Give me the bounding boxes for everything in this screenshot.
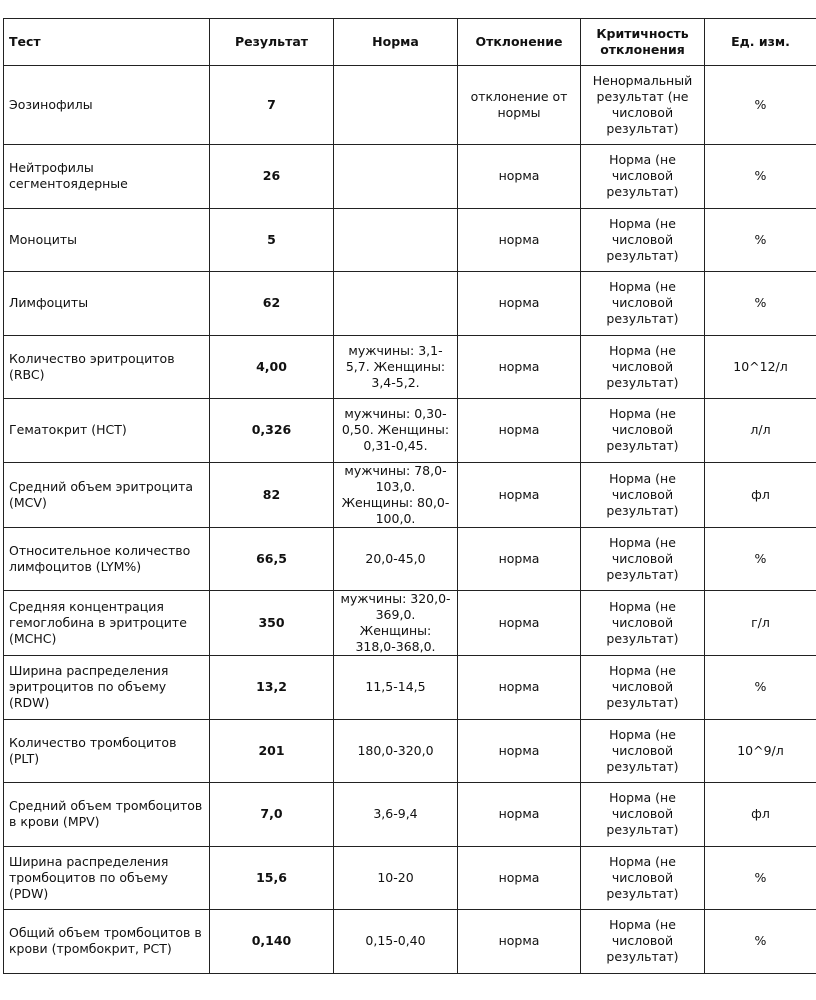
cell-test: Количество тромбоцитов (PLT) bbox=[4, 719, 210, 783]
cell-norm: 20,0-45,0 bbox=[334, 527, 458, 591]
table-row bbox=[4, 399, 816, 463]
cell-deviation: норма bbox=[458, 335, 581, 399]
cell-result: 4,00 bbox=[210, 335, 334, 399]
cell-test: Гематокрит (HCT) bbox=[4, 399, 210, 463]
cell-result: 82 bbox=[210, 462, 334, 527]
cell-norm: 10-20 bbox=[334, 846, 458, 910]
cell-norm bbox=[334, 145, 458, 209]
cell-deviation: норма bbox=[458, 272, 581, 336]
cell-test: Ширина распределения эритроцитов по объему (RDW) bbox=[4, 656, 210, 720]
cell-criticality: Норма (не числовой результат) bbox=[581, 462, 705, 527]
cell-test: Лимфоциты bbox=[4, 272, 210, 336]
cell-unit: % bbox=[705, 66, 816, 145]
cell-result: 66,5 bbox=[210, 527, 334, 591]
cell-test: Моноциты bbox=[4, 208, 210, 272]
table-row bbox=[4, 783, 816, 847]
cell-deviation: норма bbox=[458, 399, 581, 463]
cell-deviation: норма bbox=[458, 910, 581, 974]
cell-deviation: норма bbox=[458, 656, 581, 720]
header-deviation: Отклонение bbox=[458, 19, 581, 66]
header-unit: Ед. изм. bbox=[705, 19, 816, 66]
cell-unit: 10^9/л bbox=[705, 719, 816, 783]
cell-result: 13,2 bbox=[210, 656, 334, 720]
header-criticality: Критичность отклонения bbox=[581, 19, 705, 66]
header-result: Результат bbox=[210, 19, 334, 66]
cell-norm bbox=[334, 208, 458, 272]
cell-criticality: Норма (не числовой результат) bbox=[581, 910, 705, 974]
cell-deviation: норма bbox=[458, 591, 581, 656]
cell-test: Нейтрофилы сегментоядерные bbox=[4, 145, 210, 209]
cell-norm bbox=[334, 272, 458, 336]
cell-result: 15,6 bbox=[210, 846, 334, 910]
cell-norm: мужчины: 320,0-369,0. Женщины: 318,0-368,0. bbox=[334, 591, 458, 656]
cell-unit: % bbox=[705, 145, 816, 209]
cell-criticality: Норма (не числовой результат) bbox=[581, 846, 705, 910]
cell-criticality: Норма (не числовой результат) bbox=[581, 208, 705, 272]
table-row bbox=[4, 719, 816, 783]
cell-unit: % bbox=[705, 846, 816, 910]
cell-result: 0,140 bbox=[210, 910, 334, 974]
cell-criticality: Норма (не числовой результат) bbox=[581, 145, 705, 209]
table-row bbox=[4, 66, 816, 145]
cell-unit: л/л bbox=[705, 399, 816, 463]
cell-criticality: Норма (не числовой результат) bbox=[581, 656, 705, 720]
cell-test: Средний объем эритроцита (MCV) bbox=[4, 462, 210, 527]
table-row bbox=[4, 591, 816, 656]
table-header-row bbox=[4, 19, 816, 66]
header-test: Тест bbox=[4, 19, 210, 66]
table-row bbox=[4, 656, 816, 720]
lab-results-table bbox=[3, 18, 816, 974]
cell-unit: фл bbox=[705, 783, 816, 847]
cell-deviation: норма bbox=[458, 208, 581, 272]
cell-unit: 10^12/л bbox=[705, 335, 816, 399]
cell-criticality: Норма (не числовой результат) bbox=[581, 591, 705, 656]
cell-deviation: норма bbox=[458, 783, 581, 847]
cell-norm: 3,6-9,4 bbox=[334, 783, 458, 847]
cell-unit: % bbox=[705, 910, 816, 974]
cell-test: Средний объем тромбоцитов в крови (MPV) bbox=[4, 783, 210, 847]
cell-test: Ширина распределения тромбоцитов по объему (PDW) bbox=[4, 846, 210, 910]
table-row bbox=[4, 846, 816, 910]
table-row bbox=[4, 527, 816, 591]
cell-criticality: Норма (не числовой результат) bbox=[581, 335, 705, 399]
cell-unit: % bbox=[705, 208, 816, 272]
cell-criticality: Норма (не числовой результат) bbox=[581, 719, 705, 783]
cell-test: Количество эритроцитов (RBC) bbox=[4, 335, 210, 399]
cell-criticality: Ненормальный результат (не числовой результат) bbox=[581, 66, 705, 145]
cell-norm: мужчины: 78,0-103,0. Женщины: 80,0-100,0. bbox=[334, 462, 458, 527]
cell-norm: 0,15-0,40 bbox=[334, 910, 458, 974]
cell-unit: % bbox=[705, 272, 816, 336]
cell-result: 0,326 bbox=[210, 399, 334, 463]
cell-test: Средняя концентрация гемоглобина в эритроците (MCHC) bbox=[4, 591, 210, 656]
cell-norm: мужчины: 0,30-0,50. Женщины: 0,31-0,45. bbox=[334, 399, 458, 463]
cell-deviation: норма bbox=[458, 846, 581, 910]
cell-result: 350 bbox=[210, 591, 334, 656]
table-row bbox=[4, 208, 816, 272]
cell-norm bbox=[334, 66, 458, 145]
cell-norm: 180,0-320,0 bbox=[334, 719, 458, 783]
table-row bbox=[4, 910, 816, 974]
cell-unit: г/л bbox=[705, 591, 816, 656]
cell-norm: мужчины: 3,1-5,7. Женщины: 3,4-5,2. bbox=[334, 335, 458, 399]
cell-test: Эозинофилы bbox=[4, 66, 210, 145]
cell-result: 7,0 bbox=[210, 783, 334, 847]
cell-criticality: Норма (не числовой результат) bbox=[581, 527, 705, 591]
cell-deviation: норма bbox=[458, 145, 581, 209]
table-row bbox=[4, 145, 816, 209]
cell-result: 26 bbox=[210, 145, 334, 209]
cell-result: 7 bbox=[210, 66, 334, 145]
cell-result: 5 bbox=[210, 208, 334, 272]
cell-deviation: норма bbox=[458, 527, 581, 591]
cell-deviation: норма bbox=[458, 719, 581, 783]
cell-test: Относительное количество лимфоцитов (LYM%) bbox=[4, 527, 210, 591]
cell-criticality: Норма (не числовой результат) bbox=[581, 783, 705, 847]
cell-deviation: норма bbox=[458, 462, 581, 527]
cell-criticality: Норма (не числовой результат) bbox=[581, 399, 705, 463]
cell-test: Общий объем тромбоцитов в крови (тромбокрит, PCT) bbox=[4, 910, 210, 974]
header-norm: Норма bbox=[334, 19, 458, 66]
cell-norm: 11,5-14,5 bbox=[334, 656, 458, 720]
cell-criticality: Норма (не числовой результат) bbox=[581, 272, 705, 336]
cell-deviation: отклонение от нормы bbox=[458, 66, 581, 145]
cell-unit: % bbox=[705, 656, 816, 720]
cell-unit: фл bbox=[705, 462, 816, 527]
table-row bbox=[4, 462, 816, 527]
table-row bbox=[4, 335, 816, 399]
cell-result: 62 bbox=[210, 272, 334, 336]
table-row bbox=[4, 272, 816, 336]
cell-result: 201 bbox=[210, 719, 334, 783]
cell-unit: % bbox=[705, 527, 816, 591]
